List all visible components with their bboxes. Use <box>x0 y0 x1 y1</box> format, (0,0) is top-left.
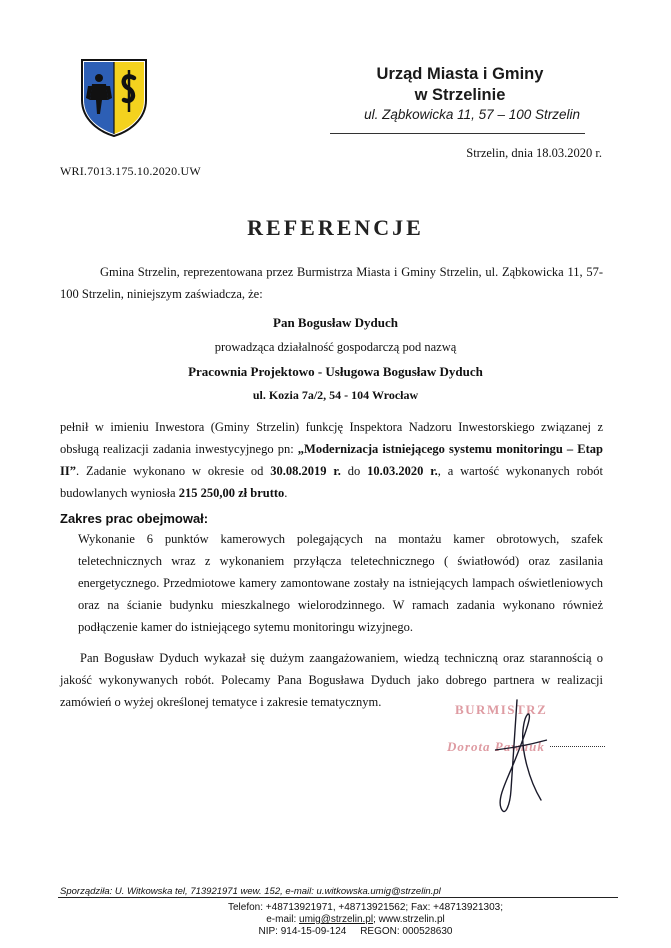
date-to: 10.03.2020 r. <box>367 464 438 478</box>
stamp-name: Dorota Pawnuk <box>447 739 545 754</box>
email-label: e-mail: <box>266 914 300 925</box>
email-link[interactable]: umig@strzelin.pl <box>299 914 374 925</box>
stamp-title: BURMISTRZ <box>455 702 548 717</box>
office-address: ul. Ząbkowicka 11, 57 – 100 Strzelin <box>364 107 580 122</box>
project-name: „Modernizacja istniejącego systemu monitoringu – Etap II” <box>60 442 603 478</box>
closing-paragraph: Pan Bogusław Dyduch wykazał się dużym zaangażowaniem, wiedzą techniczną oraz starannością o jakość wykonywanych robót. Polecamy Pana Bogusława Dyduch jako dobrego partnera w realizacji zamówień o wyżej określonej tematyce i zakresie tematycznym. <box>60 651 603 709</box>
person-name: Pan Bogusław Dyduch <box>273 315 398 330</box>
activity-description: prowadząca działalność gospodarczą pod nazwą <box>214 340 457 354</box>
document-reference: WRI.7013.175.10.2020.UW <box>60 164 201 178</box>
company-name: Pracownia Projektowo - Usługowa Bogusław Dyduch <box>188 364 483 379</box>
handwritten-signature-icon <box>455 690 575 830</box>
contract-amount: 215 250,00 zł brutto <box>178 486 285 500</box>
main-paragraph <box>60 416 603 504</box>
office-location: w Strzelinie <box>414 86 506 104</box>
footer-divider <box>58 897 618 898</box>
footer-contact <box>20 914 671 925</box>
header-divider <box>330 133 585 134</box>
prepared-by-note: Sporządziła: U. Witkowska tel, 713921971 wew. 152, e-mail: u.witkowska.umig@strzelin.pl <box>60 886 441 897</box>
intro-paragraph: Gmina Strzelin, reprezentowana przez Burmistrza Miasta i Gminy Strzelin, ul. Ząbkowicka 11, 57-100 Strzelin, niniejszym zaświadcza, że: <box>60 265 603 301</box>
date-from: 30.08.2019 r. <box>270 464 341 478</box>
main-text: . <box>284 486 288 500</box>
main-text: pełnił w imieniu Inwestora (Gminy Strzelin) funkcję Inspektora Nadzoru Inwestorskiego związanej z obsługą realizacji zadania inwestycyjnego pn: <box>60 420 603 456</box>
document-title: REFERENCJE <box>247 215 424 240</box>
main-text: , a wartość wykonanych robót budowlanych wyniosła <box>60 464 604 500</box>
scope-heading: Zakres prac obejmował: <box>60 511 209 526</box>
footer-registration-ids: NIP: 914-15-09-124 REGON: 000528630 <box>258 926 453 937</box>
main-text: . Zadanie wykonano w okresie od <box>75 464 271 478</box>
main-text: do <box>340 464 368 478</box>
strzelin-coat-of-arms-icon <box>78 56 150 138</box>
office-name: Urząd Miasta i Gminy <box>376 65 544 83</box>
place-and-date: Strzelin, dnia 18.03.2020 r. <box>466 146 602 160</box>
website-text: ; www.strzelin.pl <box>373 914 445 925</box>
company-address: ul. Kozia 7a/2, 54 - 104 Wrocław <box>252 388 419 402</box>
footer-phone-fax: Telefon: +48713921971, +48713921562; Fax: +48713921303; <box>228 902 503 913</box>
scope-paragraph: Wykonanie 6 punktów kamerowych polegających na montażu kamer obrotowych, szafek teletechnicznych wraz z wykonaniem przyłącza teletechnicznego ( światłowód) oraz zasilania energetycznego. Przedmiotowe kamery zamontowane zostały na istniejących lampach oświetleniowych oraz na ścianie budynku mieszkalnego wielorodzinnego. W ramach zadania wykonano również podłączenie kamer do istniejącego sytemu monitoringu wizyjnego. <box>78 532 603 634</box>
